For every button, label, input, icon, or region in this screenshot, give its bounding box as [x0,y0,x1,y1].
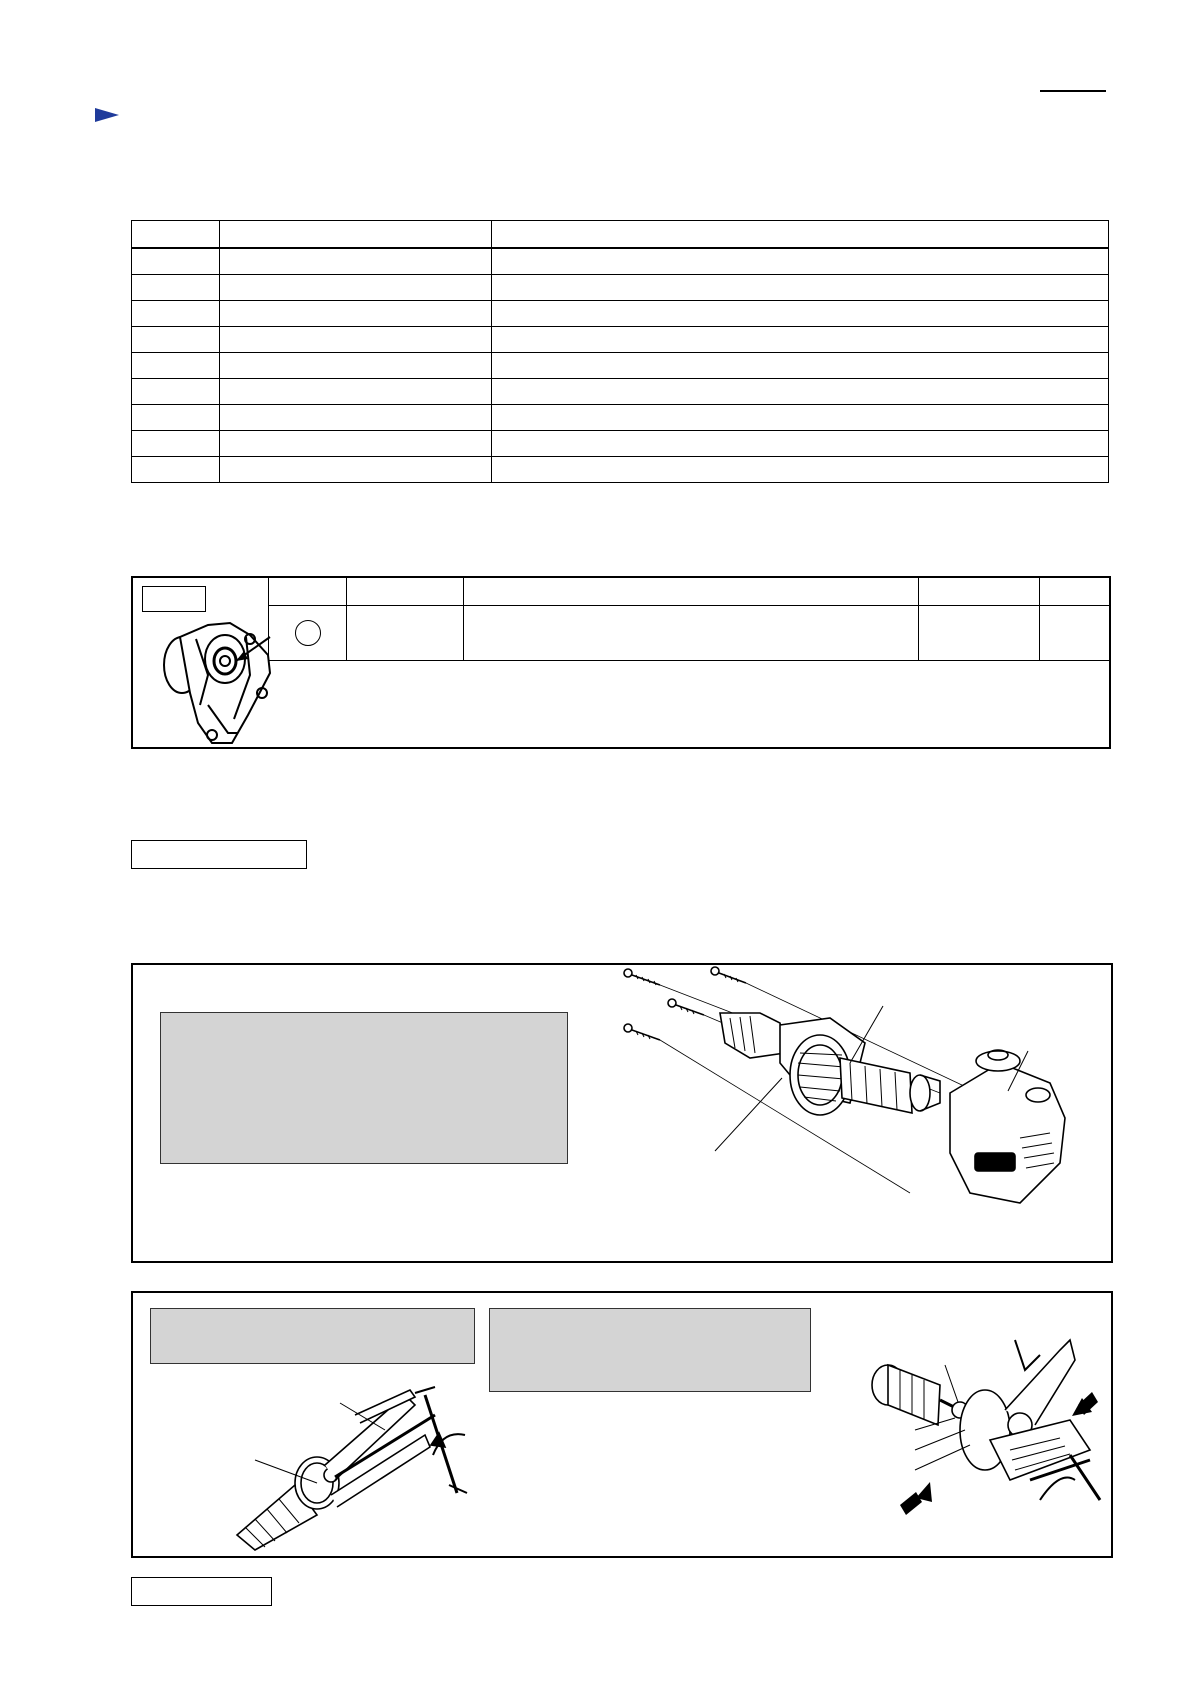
gear-housing-illustration [150,615,280,750]
item-number-cell [269,606,347,661]
table-cell [132,431,220,457]
table-cell [220,379,492,405]
bearing-removal-illustration [860,1330,1105,1555]
table-cell [132,221,220,249]
table-cell [492,221,1109,249]
table-cell [132,248,220,275]
table-cell [492,457,1109,483]
table-header-row [132,221,1109,249]
table-cell [220,248,492,275]
table-cell [220,431,492,457]
table-cell [492,327,1109,353]
table-header-row [269,576,1112,606]
table-row [269,606,1112,661]
table-cell [132,457,220,483]
table-row [132,353,1109,379]
table-cell [220,457,492,483]
table-row [132,405,1109,431]
table-cell [220,221,492,249]
table-cell [1040,606,1112,661]
table-cell [492,248,1109,275]
table-cell [132,275,220,301]
table-row [132,275,1109,301]
figure-1-note [160,1012,568,1164]
table-row [132,327,1109,353]
table-cell [347,606,464,661]
table-cell [269,576,347,606]
table-cell [919,576,1040,606]
table-cell [132,405,220,431]
table-cell [492,275,1109,301]
table-cell [132,353,220,379]
assembly-label [131,1577,272,1606]
table-cell [132,327,220,353]
section-arrow-icon [95,108,119,122]
table-cell [132,379,220,405]
repair-tools-table [131,220,1109,483]
disassembly-label [131,840,307,869]
table-cell [492,379,1109,405]
table-row [132,457,1109,483]
drill-exploded-illustration [620,963,1100,1263]
table-cell [492,431,1109,457]
table-row [132,379,1109,405]
table-row [132,248,1109,275]
table-cell [919,606,1040,661]
table-cell [492,301,1109,327]
table-cell [492,405,1109,431]
table-cell [1040,576,1112,606]
table-cell [132,301,220,327]
table-row [132,431,1109,457]
table-cell [220,327,492,353]
gear-puller-illustration [235,1375,485,1555]
table-cell [492,353,1109,379]
figure-2-note-left [150,1308,475,1364]
table-cell [220,301,492,327]
table-cell [464,606,919,661]
figure-2-note-center [489,1308,811,1392]
item-number-circle [295,620,321,646]
table-cell [220,405,492,431]
page-number-underline [1040,90,1106,92]
fig-label [142,586,206,612]
table-cell [347,576,464,606]
table-cell [220,275,492,301]
lubricant-table [268,576,1111,661]
table-row [132,301,1109,327]
table-cell [464,576,919,606]
table-cell [220,353,492,379]
lubricant-note [268,664,1111,749]
